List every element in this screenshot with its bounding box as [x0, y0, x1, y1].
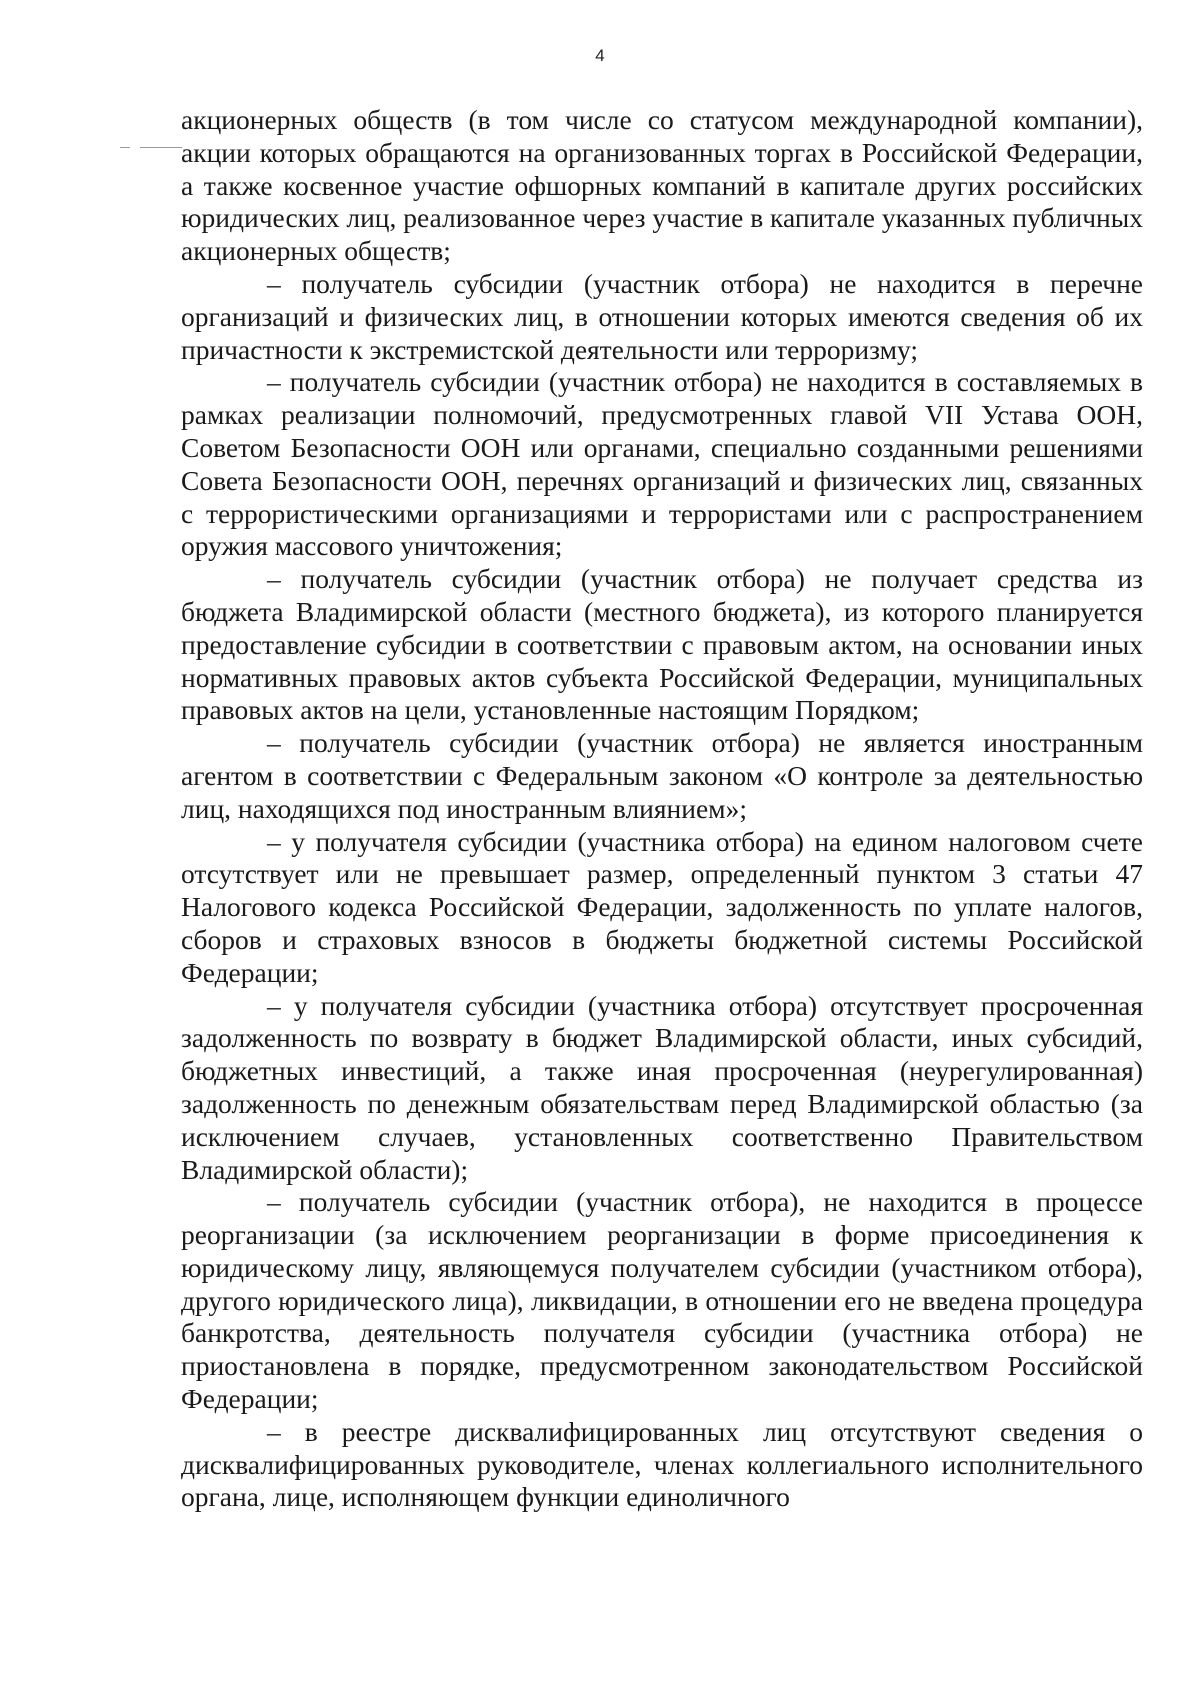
paragraph-9: – в реестре дисквалифицированных лиц отсутствуют сведения о дисквалифицированных руководителе, членах коллегиального исполнительного органа, лице, исполняющем функции единоличного	[181, 1415, 1143, 1513]
document-body	[181, 104, 1143, 1514]
paragraph-2: – получатель субсидии (участник отбора) не находится в перечне организаций и физических лиц, в отношении которых имеются сведения об их причастности к экстремистской деятельности или терроризму;	[181, 267, 1143, 365]
page-number: 4	[595, 46, 605, 65]
paragraph-8: – получатель субсидии (участник отбора), не находится в процессе реорганизации (за исключением реорганизации в форме присоединения к юридическому лицу, являющемуся получателем субсидии (участником отбора), другого юридического лица), ликвидации, в отношении его не введена процедура банкротства, деятельность получателя субсидии (участника отбора) не приостановлена в порядке, предусмотренном законодательством Российской Федерации;	[181, 1186, 1143, 1415]
paragraph-6: – у получателя субсидии (участника отбора) на едином налоговом счете отсутствует или не превышает размер, определенный пунктом 3 статьи 47 Налогового кодекса Российской Федерации, задолженность по уплате налогов, сборов и страховых взносов в бюджеты бюджетной системы Российской Федерации;	[181, 825, 1143, 988]
paragraph-4: – получатель субсидии (участник отбора) не получает средства из бюджета Владимирской области (местного бюджета), из которого планируется предоставление субсидии в соответствии с правовым актом, на основании иных нормативных правовых актов субъекта Российской Федерации, муниципальных правовых актов на цели, установленные настоящим Порядком;	[181, 563, 1143, 726]
scan-artifact-mark	[120, 147, 130, 148]
paragraph-1: акционерных обществ (в том числе со статусом международной компании), акции которых обращаются на организованных торгах в Российской Федерации, а также косвенное участие офшорных компаний в капитале других российских юридических лиц, реализованное через участие в капитале указанных публичных акционерных обществ;	[181, 104, 1144, 267]
scan-artifact-line	[140, 147, 182, 148]
paragraph-3: – получатель субсидии (участник отбора) не находится в составляемых в рамках реализации полномочий, предусмотренных главой VII Устава ООН, Советом Безопасности ООН или органами, специально созданными решениями Совета Безопасности ООН, перечнях организаций и физических лиц, связанных с террористическими организациями и террористами или с распространением оружия массового уничтожения;	[181, 366, 1143, 562]
paragraph-7: – у получателя субсидии (участника отбора) отсутствует просроченная задолженность по возврату в бюджет Владимирской области, иных субсидий, бюджетных инвестиций, а также иная просроченная (неурегулированная) задолженность по денежным обязательствам перед Владимирской областью (за исключением случаев, установленных соответственно Правительством Владимирской области);	[181, 989, 1143, 1185]
paragraph-5: – получатель субсидии (участник отбора) не является иностранным агентом в соответствии с Федеральным законом «О контроле за деятельностью лиц, находящихся под иностранным влиянием»;	[181, 727, 1143, 824]
